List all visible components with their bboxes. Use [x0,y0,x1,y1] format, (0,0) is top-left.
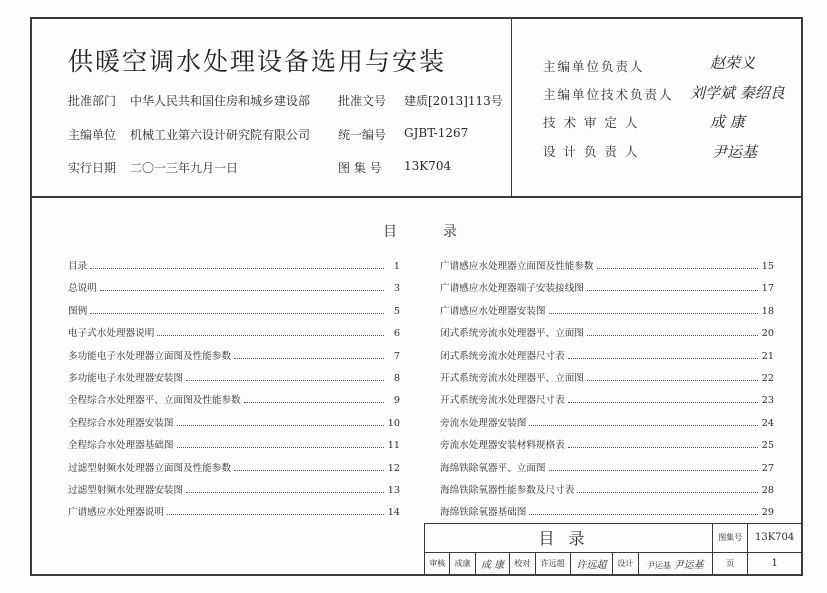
toc-entry [440,504,774,518]
toc-entry-title: 开式系统旁流水处理器平、立面图 [440,370,585,384]
toc-entry-title: 海绵铁除氧器性能参数及尺寸表 [440,482,575,496]
toc-entry-page: 29 [761,507,774,519]
approval-doc-label: 批准文号 [338,94,387,108]
responsible-role-3: 技 术 审 定 人 [543,115,640,130]
toc-entry-title: 多功能电子水处理器立面图及性能参数 [68,348,232,362]
toc-entry-page: 23 [761,395,774,407]
toc-entry-page: 10 [387,417,400,429]
toc-entry-title: 过滤型射频水处理器安装图 [68,482,184,496]
toc-leader-dots [157,335,384,336]
atlas-no-label: 图 集 号 [338,161,382,175]
toc-entry [68,392,400,406]
toc-entry-title: 海绵铁除氧器基础图 [440,504,527,518]
toc-entry [68,280,400,294]
toc-entry-title: 广谱感应水处理器立面图及性能参数 [440,258,595,272]
editor-unit: 机械工业第六设计研究院有限公司 [130,128,311,142]
toc-entry [440,392,774,406]
toc-entry-page: 18 [761,305,774,317]
signature-3: 成 康 [710,113,745,131]
toc-entry [440,325,774,339]
toc-leader-dots [529,425,758,426]
toc-entry [440,415,774,429]
responsible-role-1: 主编单位负责人 [543,59,645,74]
toc-entry [440,280,774,294]
approval-dept: 中华人民共和国住房和城乡建设部 [130,94,311,108]
toc-entry [440,303,774,317]
design-name-sig [638,552,713,574]
page-number: 1 [748,552,802,574]
toc-entry-page: 5 [393,305,400,317]
toc-entry-title: 旁流水处理器安装材料规格表 [440,437,566,451]
toc-leader-dots [568,447,758,448]
toc-entry [440,482,774,496]
toc-leader-dots [177,425,384,426]
toc-entry-title: 总说明 [68,280,98,294]
signature-1: 赵荣义 [710,54,756,72]
toc-entry [440,460,774,474]
toc-leader-dots [568,402,758,403]
header-divider [30,196,803,198]
title-block [424,523,802,575]
toc-leader-dots [568,358,758,359]
toc-entry-title: 广谱感应水处理器说明 [68,504,165,518]
design-signature: 尹运基 [673,559,704,571]
check-signature: 许远超 [570,552,612,574]
toc-leader-dots [549,313,758,314]
toc-entry-title: 多功能电子水处理器安装图 [68,370,184,384]
toc-entry [440,258,774,272]
toc-entry-page: 8 [393,373,400,384]
check-label: 校对 [510,552,535,574]
toc-entry-page: 13 [387,485,400,496]
review-label: 审核 [425,552,450,574]
toc-entry-title: 全程综合水处理器安装图 [68,415,175,429]
toc-entry-title: 过滤型射频水处理器立面图及性能参数 [68,460,232,474]
toc-entry [68,437,400,451]
toc-entry-title: 全程综合水处理器基础图 [68,437,175,451]
toc-entry [440,370,774,384]
toc-entry-page: 7 [393,350,400,362]
toc-entry-title: 闭式系统旁流水处理器平、立面图 [440,325,585,339]
toc-entry [68,504,400,518]
toc-entry-title: 开式系统旁流水处理器尺寸表 [440,392,566,406]
toc-leader-dots [587,290,758,291]
toc-entry-page: 24 [761,417,774,429]
toc-heading-left: 目 [383,224,398,240]
toc-entry-title: 闭式系统旁流水处理器尺寸表 [440,348,566,362]
toc-leader-dots [597,268,759,269]
toc-entry [68,370,400,384]
toc-entry-title: 图例 [68,303,88,317]
signature-2: 刘学斌 秦绍良 [690,84,785,102]
toc-entry [68,325,400,339]
toc-entry-page: 21 [761,350,774,362]
toc-entry-page: 22 [761,373,774,384]
toc-leader-dots [529,514,758,515]
review-signature: 成 康 [475,552,509,574]
document-title: 供暖空调水处理设备选用与安装 [68,47,447,76]
toc-entry-page: 9 [393,395,400,407]
toc-entry [68,482,400,496]
toc-heading-right: 录 [443,224,458,240]
toc-entry-page: 3 [393,283,400,295]
approval-doc: 建质[2013]113号 [404,94,503,108]
toc-entry-title: 海绵铁除氧器平、立面图 [440,460,547,474]
toc-entry-title: 广谱感应水处理器端子安装接线图 [440,280,585,294]
toc-entry-page: 28 [761,485,774,496]
unified-no: GJBT-1267 [404,126,469,140]
toc-entry-page: 11 [387,440,400,452]
toc-entry [68,258,400,272]
toc-entry [440,437,774,451]
toc-entry-page: 20 [761,328,774,340]
toc-entry-page: 14 [387,507,400,519]
toc-entry [68,415,400,429]
effective-label: 实行日期 [68,161,117,175]
title-block-atlas-no: 13K704 [748,524,802,553]
toc-entry [68,348,400,362]
toc-leader-dots [234,358,384,359]
toc-entry-page: 17 [761,283,774,295]
toc-entry [68,460,400,474]
toc-entry-page: 12 [387,462,400,474]
title-block-atlas-label: 图集号 [713,524,748,553]
toc-entry-title: 旁流水处理器安装图 [440,415,527,429]
toc-leader-dots [244,402,384,403]
atlas-no: 13K704 [404,159,452,173]
toc-leader-dots [90,313,384,314]
toc-entry-title: 目录 [68,258,88,272]
toc-leader-dots [587,380,758,381]
toc-entry-page: 1 [393,261,400,272]
design-name: 尹运基 [647,560,672,570]
effective-date: 二〇一三年九月一日 [130,161,239,175]
toc-entry-page: 6 [393,328,400,340]
toc-entry-title: 广谱感应水处理器安装图 [440,303,547,317]
toc-entry-page: 15 [761,261,774,272]
toc-leader-dots [186,492,384,493]
toc-leader-dots [587,335,758,336]
toc-leader-dots [100,290,384,291]
toc-leader-dots [186,380,384,381]
responsible-role-4: 设 计 负 责 人 [543,144,640,159]
toc-leader-dots [177,447,384,448]
unified-no-label: 统一编号 [338,128,387,142]
toc-entry-page: 25 [761,440,774,452]
toc-leader-dots [90,268,384,269]
signature-4: 尹运基 [712,143,758,161]
responsible-role-2: 主编单位技术负责人 [543,87,674,102]
design-label: 设计 [613,552,638,574]
page-label: 页 [713,552,748,574]
review-name: 成康 [450,552,475,574]
toc-entry [440,348,774,362]
title-block-name: 目录 [425,524,713,553]
toc-entry-title: 电子式水处理器说明 [68,325,155,339]
check-name: 许远超 [535,552,570,574]
toc-leader-dots [577,492,758,493]
toc-entry-page: 27 [761,462,774,474]
toc-leader-dots [234,470,384,471]
editor-unit-label: 主编单位 [68,128,117,142]
header-vertical-divider [511,17,512,197]
toc-leader-dots [167,514,384,515]
toc-entry-title: 全程综合水处理器平、立面图及性能参数 [68,392,242,406]
toc-entry [68,303,400,317]
approval-dept-label: 批准部门 [68,94,117,108]
toc-leader-dots [549,470,758,471]
